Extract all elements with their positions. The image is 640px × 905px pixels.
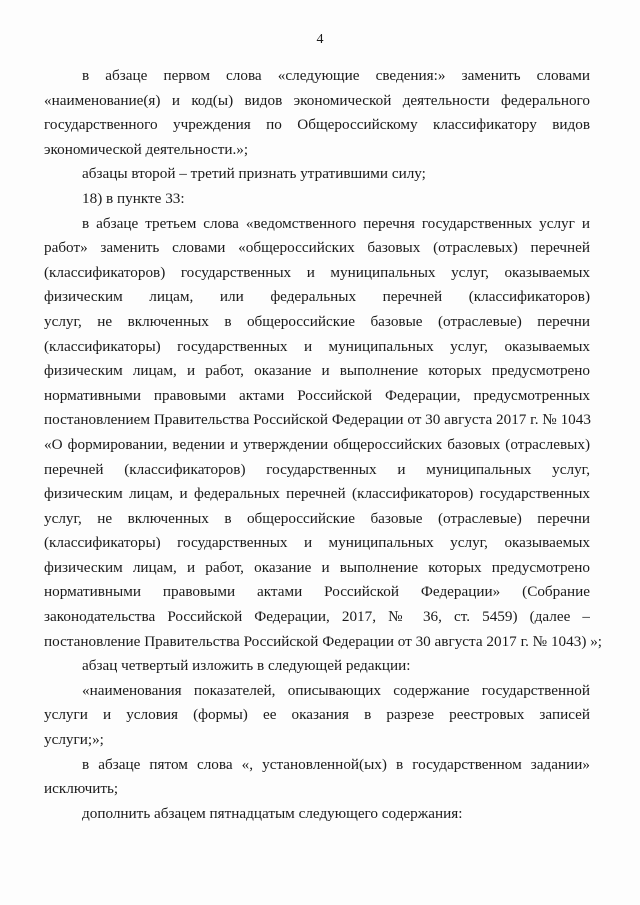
text-line: физическим лицам, и федеральных перечней (классификаторов) государственных [44, 485, 590, 503]
text-line: дополнить абзацем пятнадцатым следующего содержания: [82, 804, 463, 822]
text-line: нормативными правовыми актами Российской Федерации» (Собрание [44, 583, 590, 601]
text-line: исключить; [44, 780, 119, 798]
text-line: постановлением Правительства Российской Федерации от 30 августа 2017 г. № 1043 [44, 411, 591, 429]
text-line: 18) в пункте 33: [82, 189, 185, 207]
text-line: абзац четвертый изложить в следующей редакции: [82, 657, 411, 675]
text-line: услуги и условия (формы) ее оказания в разрезе реестровых записей [44, 706, 590, 724]
text-line: «наименование(я) и код(ы) видов экономической деятельности федерального [44, 91, 590, 109]
text-line: государственного учреждения по Общероссийскому классификатору видов [44, 116, 590, 134]
text-line: в абзаце третьем слова «ведомственного перечня государственных услуг и [82, 214, 590, 232]
text-line: законодательства Российской Федерации, 2017, № 36, ст. 5459) (далее – [44, 608, 590, 626]
document-body [44, 64, 603, 826]
text-line: экономической деятельности.»; [44, 140, 249, 158]
text-line: физическим лицам, и работ, оказание и выполнение которых предусмотрено [44, 362, 590, 380]
page-number: 4 [316, 32, 324, 47]
text-line: перечней (классификаторов) государственных и муниципальных услуг, [44, 460, 590, 478]
text-line: (классификаторы) государственных и муниципальных услуг, оказываемых [44, 337, 590, 355]
text-line: (классификаторов) государственных и муниципальных услуг, оказываемых [44, 263, 590, 281]
text-line: «наименования показателей, описывающих содержание государственной [82, 681, 590, 699]
text-line: «О формировании, ведении и утверждении общероссийских базовых (отраслевых) [44, 435, 590, 453]
text-line: абзацы второй – третий признать утратившими силу; [82, 165, 426, 183]
text-line: физическим лицам, или федеральных перечней (классификаторов) [44, 288, 590, 306]
text-line: услуг, не включенных в общероссийские базовые (отраслевые) перечни [44, 312, 590, 330]
text-line: услуг, не включенных в общероссийские базовые (отраслевые) перечни [44, 509, 590, 527]
text-line: (классификаторы) государственных и муниципальных услуг, оказываемых [44, 534, 590, 552]
text-line: в абзаце пятом слова «, установленной(ых) в государственном задании» [82, 755, 590, 773]
text-line: услуги;»; [44, 731, 104, 749]
text-line: нормативными правовыми актами Российской Федерации, предусмотренных [44, 386, 590, 404]
text-line: работ» заменить словами «общероссийских базовых (отраслевых) перечней [44, 239, 590, 257]
text-line: физическим лицам, и работ, оказание и выполнение которых предусмотрено [44, 558, 590, 576]
text-line: постановление Правительства Российской Федерации от 30 августа 2017 г. № 1043) »; [44, 632, 603, 650]
text-line: в абзаце первом слова «следующие сведения:» заменить словами [82, 67, 590, 84]
